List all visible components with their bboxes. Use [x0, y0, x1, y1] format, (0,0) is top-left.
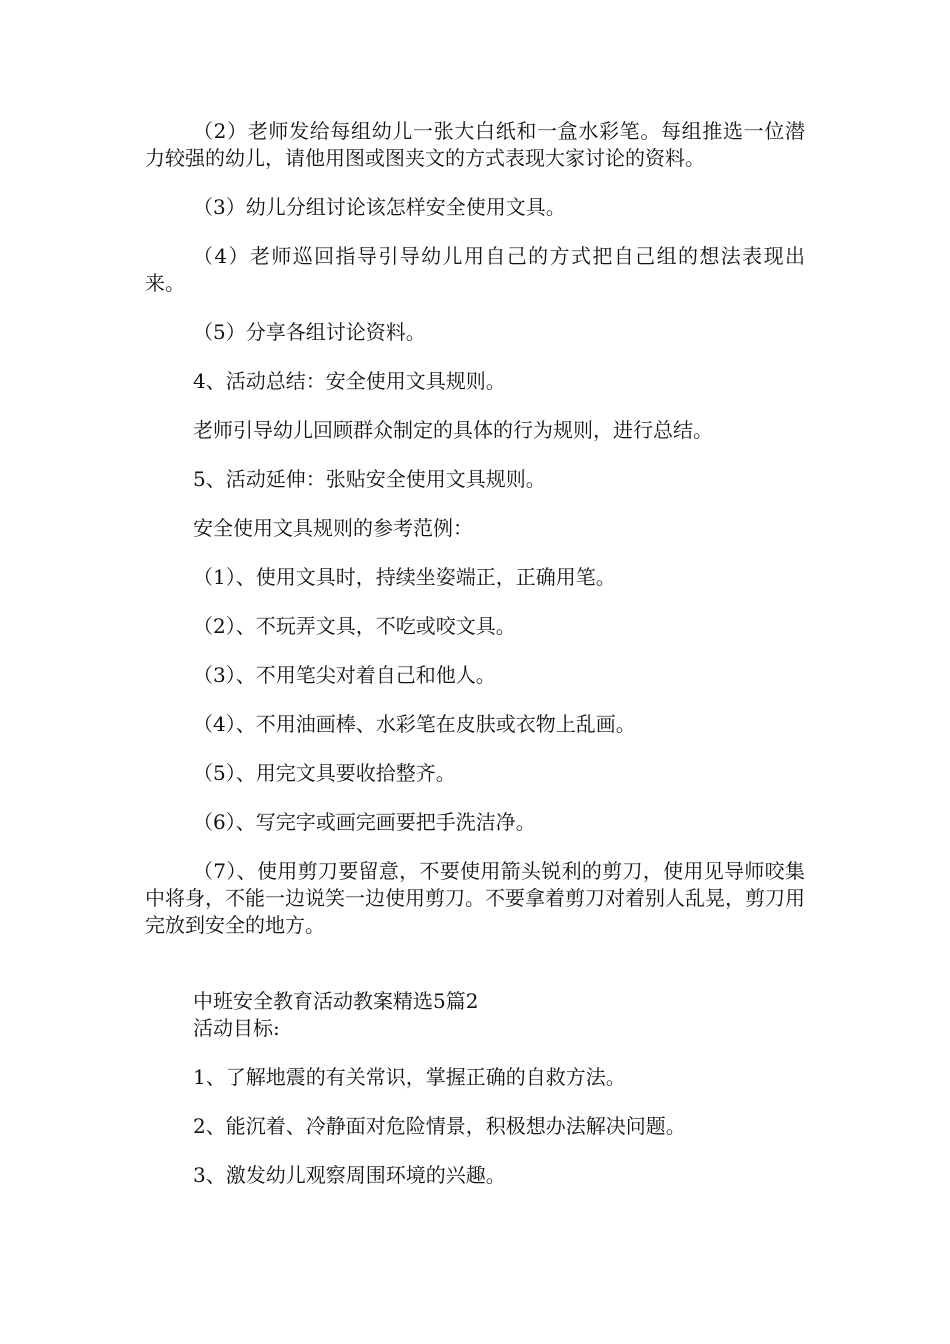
rule-item-7: （7）、使用剪刀要留意，不要使用箭头锐利的剪刀，使用见导师咬集中将身，不能一边说笑一边使用剪刀。不要拿着剪刀对着别人乱晃，剪刀用完放到安全的地方。	[145, 859, 805, 937]
document-page	[145, 118, 805, 1211]
paragraph-extension: 5、活动延伸：张贴安全使用文具规则。	[193, 467, 546, 491]
paragraph-step-3: （3）幼儿分组讨论该怎样安全使用文具。	[193, 195, 566, 219]
rule-item-3: （3）、不用笔尖对着自己和他人。	[193, 663, 496, 687]
rule-item-4: （4）、不用油画棒、水彩笔在皮肤或衣物上乱画。	[193, 712, 636, 736]
paragraph-summary-detail: 老师引导幼儿回顾群众制定的具体的行为规则，进行总结。	[193, 418, 713, 442]
paragraph-summary: 4、活动总结：安全使用文具规则。	[193, 369, 506, 393]
paragraph-step-4: （4）老师巡回指导引导幼儿用自己的方式把自己组的想法表现出来。	[145, 244, 805, 295]
goal-item-1: 1、了解地震的有关常识，掌握正确的自救方法。	[193, 1065, 626, 1089]
rule-item-2: （2）、不玩弄文具，不吃或咬文具。	[193, 614, 516, 638]
paragraph-rules-intro: 安全使用文具规则的参考范例：	[193, 516, 473, 540]
goal-item-2: 2、能沉着、冷静面对危险情景，积极想办法解决问题。	[193, 1114, 686, 1138]
rule-item-1: （1）、使用文具时，持续坐姿端正，正确用笔。	[193, 565, 616, 589]
section-subtitle: 活动目标:	[193, 1016, 280, 1040]
rule-item-6: （6）、写完字或画完画要把手洗洁净。	[193, 810, 536, 834]
rule-item-5: （5）、用完文具要收拾整齐。	[193, 761, 456, 785]
section-title: 中班安全教育活动教案精选5篇2	[193, 989, 479, 1013]
goal-item-3: 3、激发幼儿观察周围环境的兴趣。	[193, 1163, 506, 1187]
paragraph-step-5: （5）分享各组讨论资料。	[193, 320, 426, 344]
paragraph-step-2: （2）老师发给每组幼儿一张大白纸和一盒水彩笔。每组推选一位潜力较强的幼儿，请他用图或图夹文的方式表现大家讨论的资料。	[145, 119, 805, 170]
